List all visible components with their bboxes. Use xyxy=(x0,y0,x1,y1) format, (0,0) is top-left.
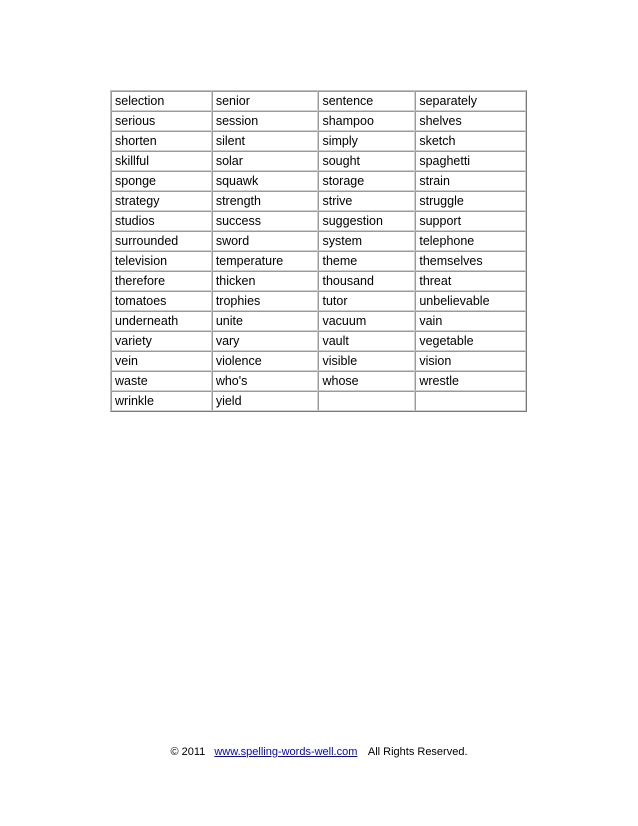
word-cell: shelves xyxy=(415,111,526,131)
word-cell: violence xyxy=(212,351,319,371)
word-table-body xyxy=(111,91,526,411)
table-row xyxy=(111,251,526,271)
word-cell: vein xyxy=(111,351,212,371)
word-cell: vision xyxy=(415,351,526,371)
word-cell: telephone xyxy=(415,231,526,251)
word-cell: vacuum xyxy=(318,311,415,331)
word-cell xyxy=(415,391,526,411)
word-cell: suggestion xyxy=(318,211,415,231)
word-cell: selection xyxy=(111,91,212,111)
word-cell: storage xyxy=(318,171,415,191)
word-cell: threat xyxy=(415,271,526,291)
word-cell: wrinkle xyxy=(111,391,212,411)
spelling-word-table xyxy=(110,90,527,412)
word-cell: television xyxy=(111,251,212,271)
page-footer xyxy=(0,746,638,758)
word-cell: who's xyxy=(212,371,319,391)
word-cell: sword xyxy=(212,231,319,251)
word-cell: sketch xyxy=(415,131,526,151)
word-cell: themselves xyxy=(415,251,526,271)
word-cell: skillful xyxy=(111,151,212,171)
word-cell: unbelievable xyxy=(415,291,526,311)
table-row xyxy=(111,231,526,251)
word-cell: thousand xyxy=(318,271,415,291)
word-cell: vain xyxy=(415,311,526,331)
table-row xyxy=(111,391,526,411)
word-cell: strain xyxy=(415,171,526,191)
word-cell: support xyxy=(415,211,526,231)
table-row xyxy=(111,211,526,231)
footer-rights: All Rights Reserved. xyxy=(367,746,468,758)
table-row xyxy=(111,351,526,371)
word-cell: wrestle xyxy=(415,371,526,391)
word-cell: tomatoes xyxy=(111,291,212,311)
table-row xyxy=(111,111,526,131)
word-cell: vary xyxy=(212,331,319,351)
word-cell: thicken xyxy=(212,271,319,291)
table-row xyxy=(111,191,526,211)
word-cell: sought xyxy=(318,151,415,171)
table-row xyxy=(111,331,526,351)
word-cell: struggle xyxy=(415,191,526,211)
word-cell: spaghetti xyxy=(415,151,526,171)
word-cell: serious xyxy=(111,111,212,131)
word-cell xyxy=(318,391,415,411)
word-cell: vault xyxy=(318,331,415,351)
word-cell: underneath xyxy=(111,311,212,331)
word-cell: sponge xyxy=(111,171,212,191)
word-cell: separately xyxy=(415,91,526,111)
table-row xyxy=(111,311,526,331)
word-cell: shampoo xyxy=(318,111,415,131)
table-row xyxy=(111,271,526,291)
word-cell: yield xyxy=(212,391,319,411)
footer-website-link[interactable]: www.spelling-words-well.com xyxy=(214,746,358,758)
word-cell: sentence xyxy=(318,91,415,111)
word-cell: solar xyxy=(212,151,319,171)
word-cell: studios xyxy=(111,211,212,231)
word-cell: simply xyxy=(318,131,415,151)
word-cell: strength xyxy=(212,191,319,211)
table-row xyxy=(111,371,526,391)
word-cell: vegetable xyxy=(415,331,526,351)
word-cell: strive xyxy=(318,191,415,211)
word-cell: strategy xyxy=(111,191,212,211)
word-cell: theme xyxy=(318,251,415,271)
word-cell: visible xyxy=(318,351,415,371)
word-cell: unite xyxy=(212,311,319,331)
word-cell: surrounded xyxy=(111,231,212,251)
word-cell: squawk xyxy=(212,171,319,191)
word-cell: variety xyxy=(111,331,212,351)
table-row xyxy=(111,131,526,151)
table-row xyxy=(111,291,526,311)
word-cell: success xyxy=(212,211,319,231)
word-cell: temperature xyxy=(212,251,319,271)
word-cell: trophies xyxy=(212,291,319,311)
word-cell: shorten xyxy=(111,131,212,151)
word-cell: session xyxy=(212,111,319,131)
word-cell: tutor xyxy=(318,291,415,311)
word-cell: whose xyxy=(318,371,415,391)
word-cell: system xyxy=(318,231,415,251)
word-cell: waste xyxy=(111,371,212,391)
table-row xyxy=(111,151,526,171)
table-row xyxy=(111,91,526,111)
word-cell: silent xyxy=(212,131,319,151)
word-cell: senior xyxy=(212,91,319,111)
table-row xyxy=(111,171,526,191)
word-cell: therefore xyxy=(111,271,212,291)
footer-copyright: © 2011 xyxy=(170,746,206,758)
